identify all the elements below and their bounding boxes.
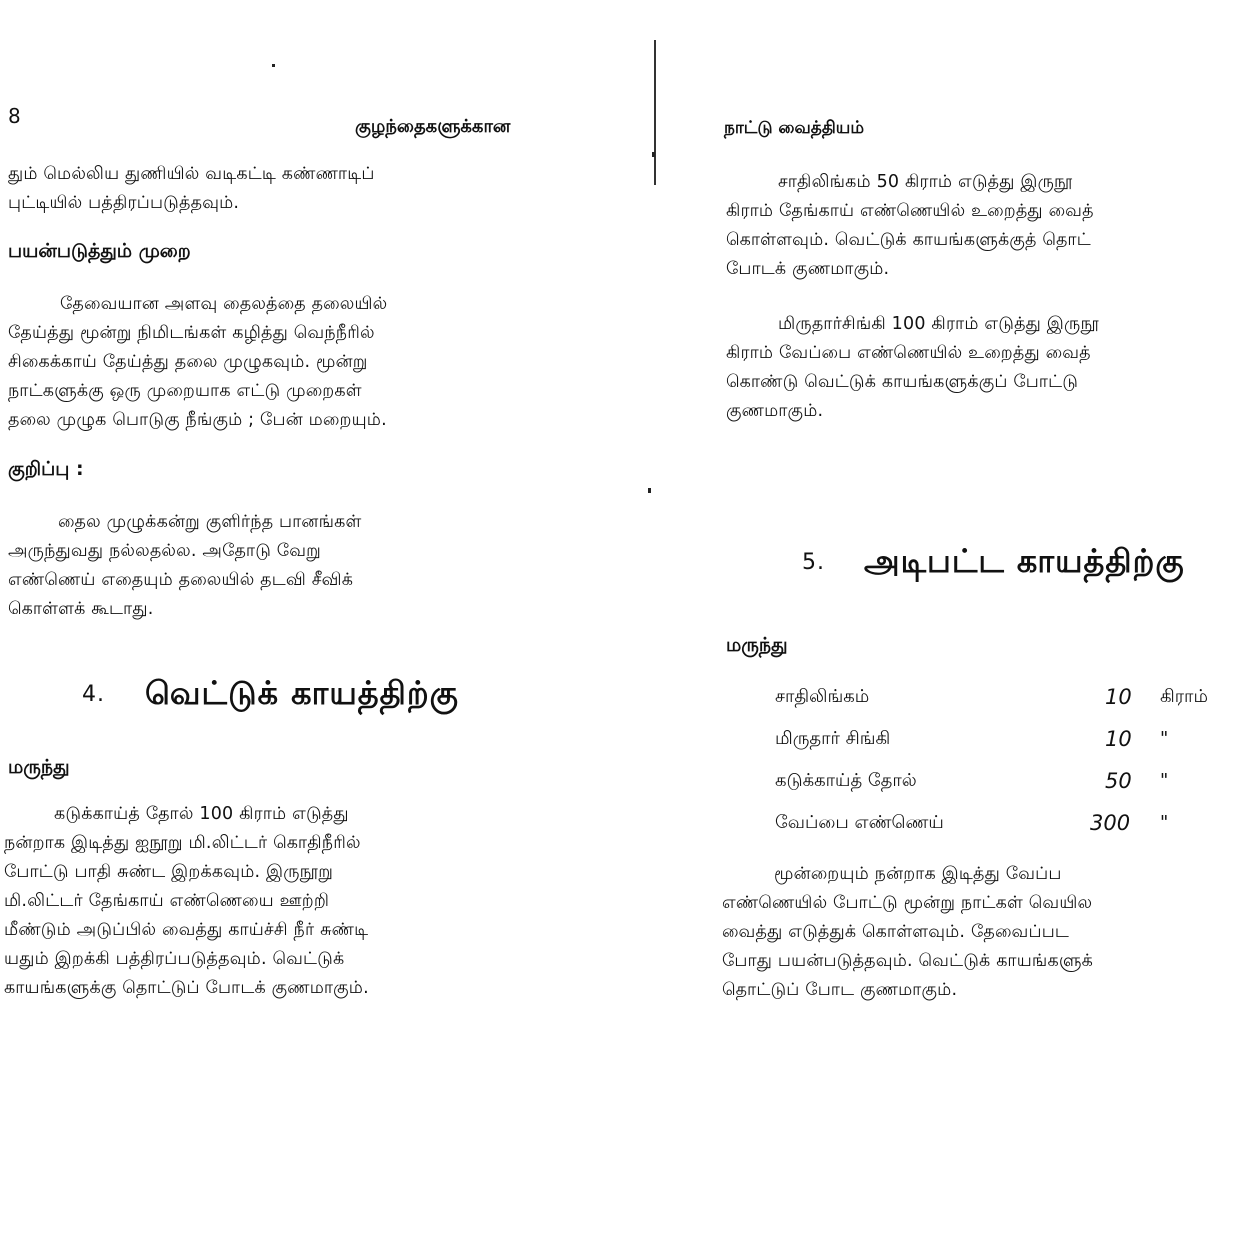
ingredient-qty: 50	[1105, 769, 1132, 793]
final-line-2: எண்ணெயில் போட்டு மூன்று நாட்கள் வெயில	[722, 893, 1093, 913]
usage-line-2: தேய்த்து மூன்று நிமிடங்கள் கழித்து வெந்நீரில்	[8, 323, 375, 343]
ingredient-name: சாதிலிங்கம்	[775, 686, 870, 707]
para2-line-4: குணமாகும்.	[726, 401, 824, 421]
section-5-number: 5.	[802, 550, 825, 575]
note-line-1: தைல முழுக்கன்று குளிர்ந்த பானங்கள்	[58, 512, 362, 532]
ingredient-qty: 10	[1105, 685, 1132, 709]
ingredient-qty: 300	[1090, 811, 1131, 835]
running-header-right: நாட்டு வைத்தியம்	[724, 118, 865, 138]
medicine-heading-left: மருந்து	[8, 756, 70, 778]
final-line-4: போது பயன்படுத்தவும். வெட்டுக் காயங்களுக்	[722, 951, 1094, 971]
usage-line-4: நாட்களுக்கு ஒரு முறையாக எட்டு முறைகள்	[8, 381, 362, 401]
para1-line-1: சாதிலிங்கம் 50 கிராம் எடுத்து இருநூ	[778, 172, 1073, 192]
para2-line-1: மிருதார்சிங்கி 100 கிராம் எடுத்து இருநூ	[778, 314, 1100, 334]
usage-line-5: தலை முழுக பொடுகு நீங்கும் ; பேன் மறையும்.	[8, 410, 387, 430]
medicine-line-5: மீண்டும் அடுப்பில் வைத்து காய்ச்சி நீர் சுண்டி	[4, 920, 369, 940]
medicine-line-2: நன்றாக இடித்து ஐநூறு மி.லிட்டர் கொதிநீரில்	[4, 833, 361, 853]
final-line-1: மூன்றையும் நன்றாக இடித்து வேப்ப	[774, 864, 1062, 884]
section-4-title: வெட்டுக் காயத்திற்கு	[145, 674, 459, 712]
ingredient-unit: "	[1160, 770, 1169, 791]
medicine-line-3: போட்டு பாதி சுண்ட இறக்கவும். இருநூறு	[4, 862, 334, 882]
usage-line-3: சிகைக்காய் தேய்த்து தலை முழுகவும். மூன்று	[8, 352, 368, 372]
running-header-left: குழந்தைகளுக்கான	[355, 116, 511, 137]
right-page	[650, 0, 1240, 1240]
section-4-number: 4.	[82, 682, 105, 707]
medicine-heading-right: மருந்து	[726, 634, 788, 656]
usage-line-1: தேவையான அளவு தைலத்தை தலையில்	[60, 294, 388, 314]
note-line-4: கொள்ளக் கூடாது.	[8, 599, 154, 619]
medicine-line-7: காயங்களுக்கு தொட்டுப் போடக் குணமாகும்.	[4, 978, 369, 998]
para2-line-3: கொண்டு வெட்டுக் காயங்களுக்குப் போட்டு	[726, 372, 1079, 392]
medicine-line-6: யதும் இறக்கி பத்திரப்படுத்தவும். வெட்டுக்	[4, 949, 345, 969]
final-line-3: வைத்து எடுத்துக் கொள்ளவும். தேவைப்பட	[722, 922, 1070, 942]
para1-line-2: கிராம் தேங்காய் எண்ணெயில் உறைத்து வைத்	[726, 201, 1094, 221]
ingredient-qty: 10	[1105, 727, 1132, 751]
ingredient-name: கடுக்காய்த் தோல்	[775, 770, 917, 791]
medicine-line-1: கடுக்காய்த் தோல் 100 கிராம் எடுத்து	[54, 804, 349, 824]
note-line-2: அருந்துவது நல்லதல்ல. அதோடு வேறு	[8, 541, 322, 561]
final-line-5: தொட்டுப் போட குணமாகும்.	[722, 980, 958, 1000]
usage-heading: பயன்படுத்தும் முறை	[8, 240, 191, 262]
para2-line-2: கிராம் வேப்பை எண்ணெயில் உறைத்து வைத்	[726, 343, 1091, 363]
para1-line-4: போடக் குணமாகும்.	[726, 259, 890, 279]
ingredient-name: வேப்பை எண்ணெய்	[775, 812, 944, 833]
ingredient-unit: "	[1160, 728, 1169, 749]
intro-line-2: புட்டியில் பத்திரப்படுத்தவும்.	[8, 193, 240, 213]
note-line-3: எண்ணெய் எதையும் தலையில் தடவி சீவிக்	[8, 570, 354, 590]
page-number: 8	[8, 104, 21, 128]
ingredient-name: மிருதார் சிங்கி	[775, 728, 891, 749]
ingredient-unit: "	[1160, 812, 1169, 833]
note-heading: குறிப்பு :	[8, 458, 84, 480]
section-5-title: அடிபட்ட காயத்திற்கு	[864, 542, 1185, 580]
ingredient-unit: கிராம்	[1160, 686, 1208, 707]
medicine-line-4: மி.லிட்டர் தேங்காய் எண்ணெயை ஊற்றி	[4, 891, 330, 911]
intro-line-1: தும் மெல்லிய துணியில் வடிகட்டி கண்ணாடிப்	[8, 164, 375, 184]
scan-speck	[272, 64, 275, 67]
para1-line-3: கொள்ளவும். வெட்டுக் காயங்களுக்குத் தொட்	[726, 230, 1091, 250]
